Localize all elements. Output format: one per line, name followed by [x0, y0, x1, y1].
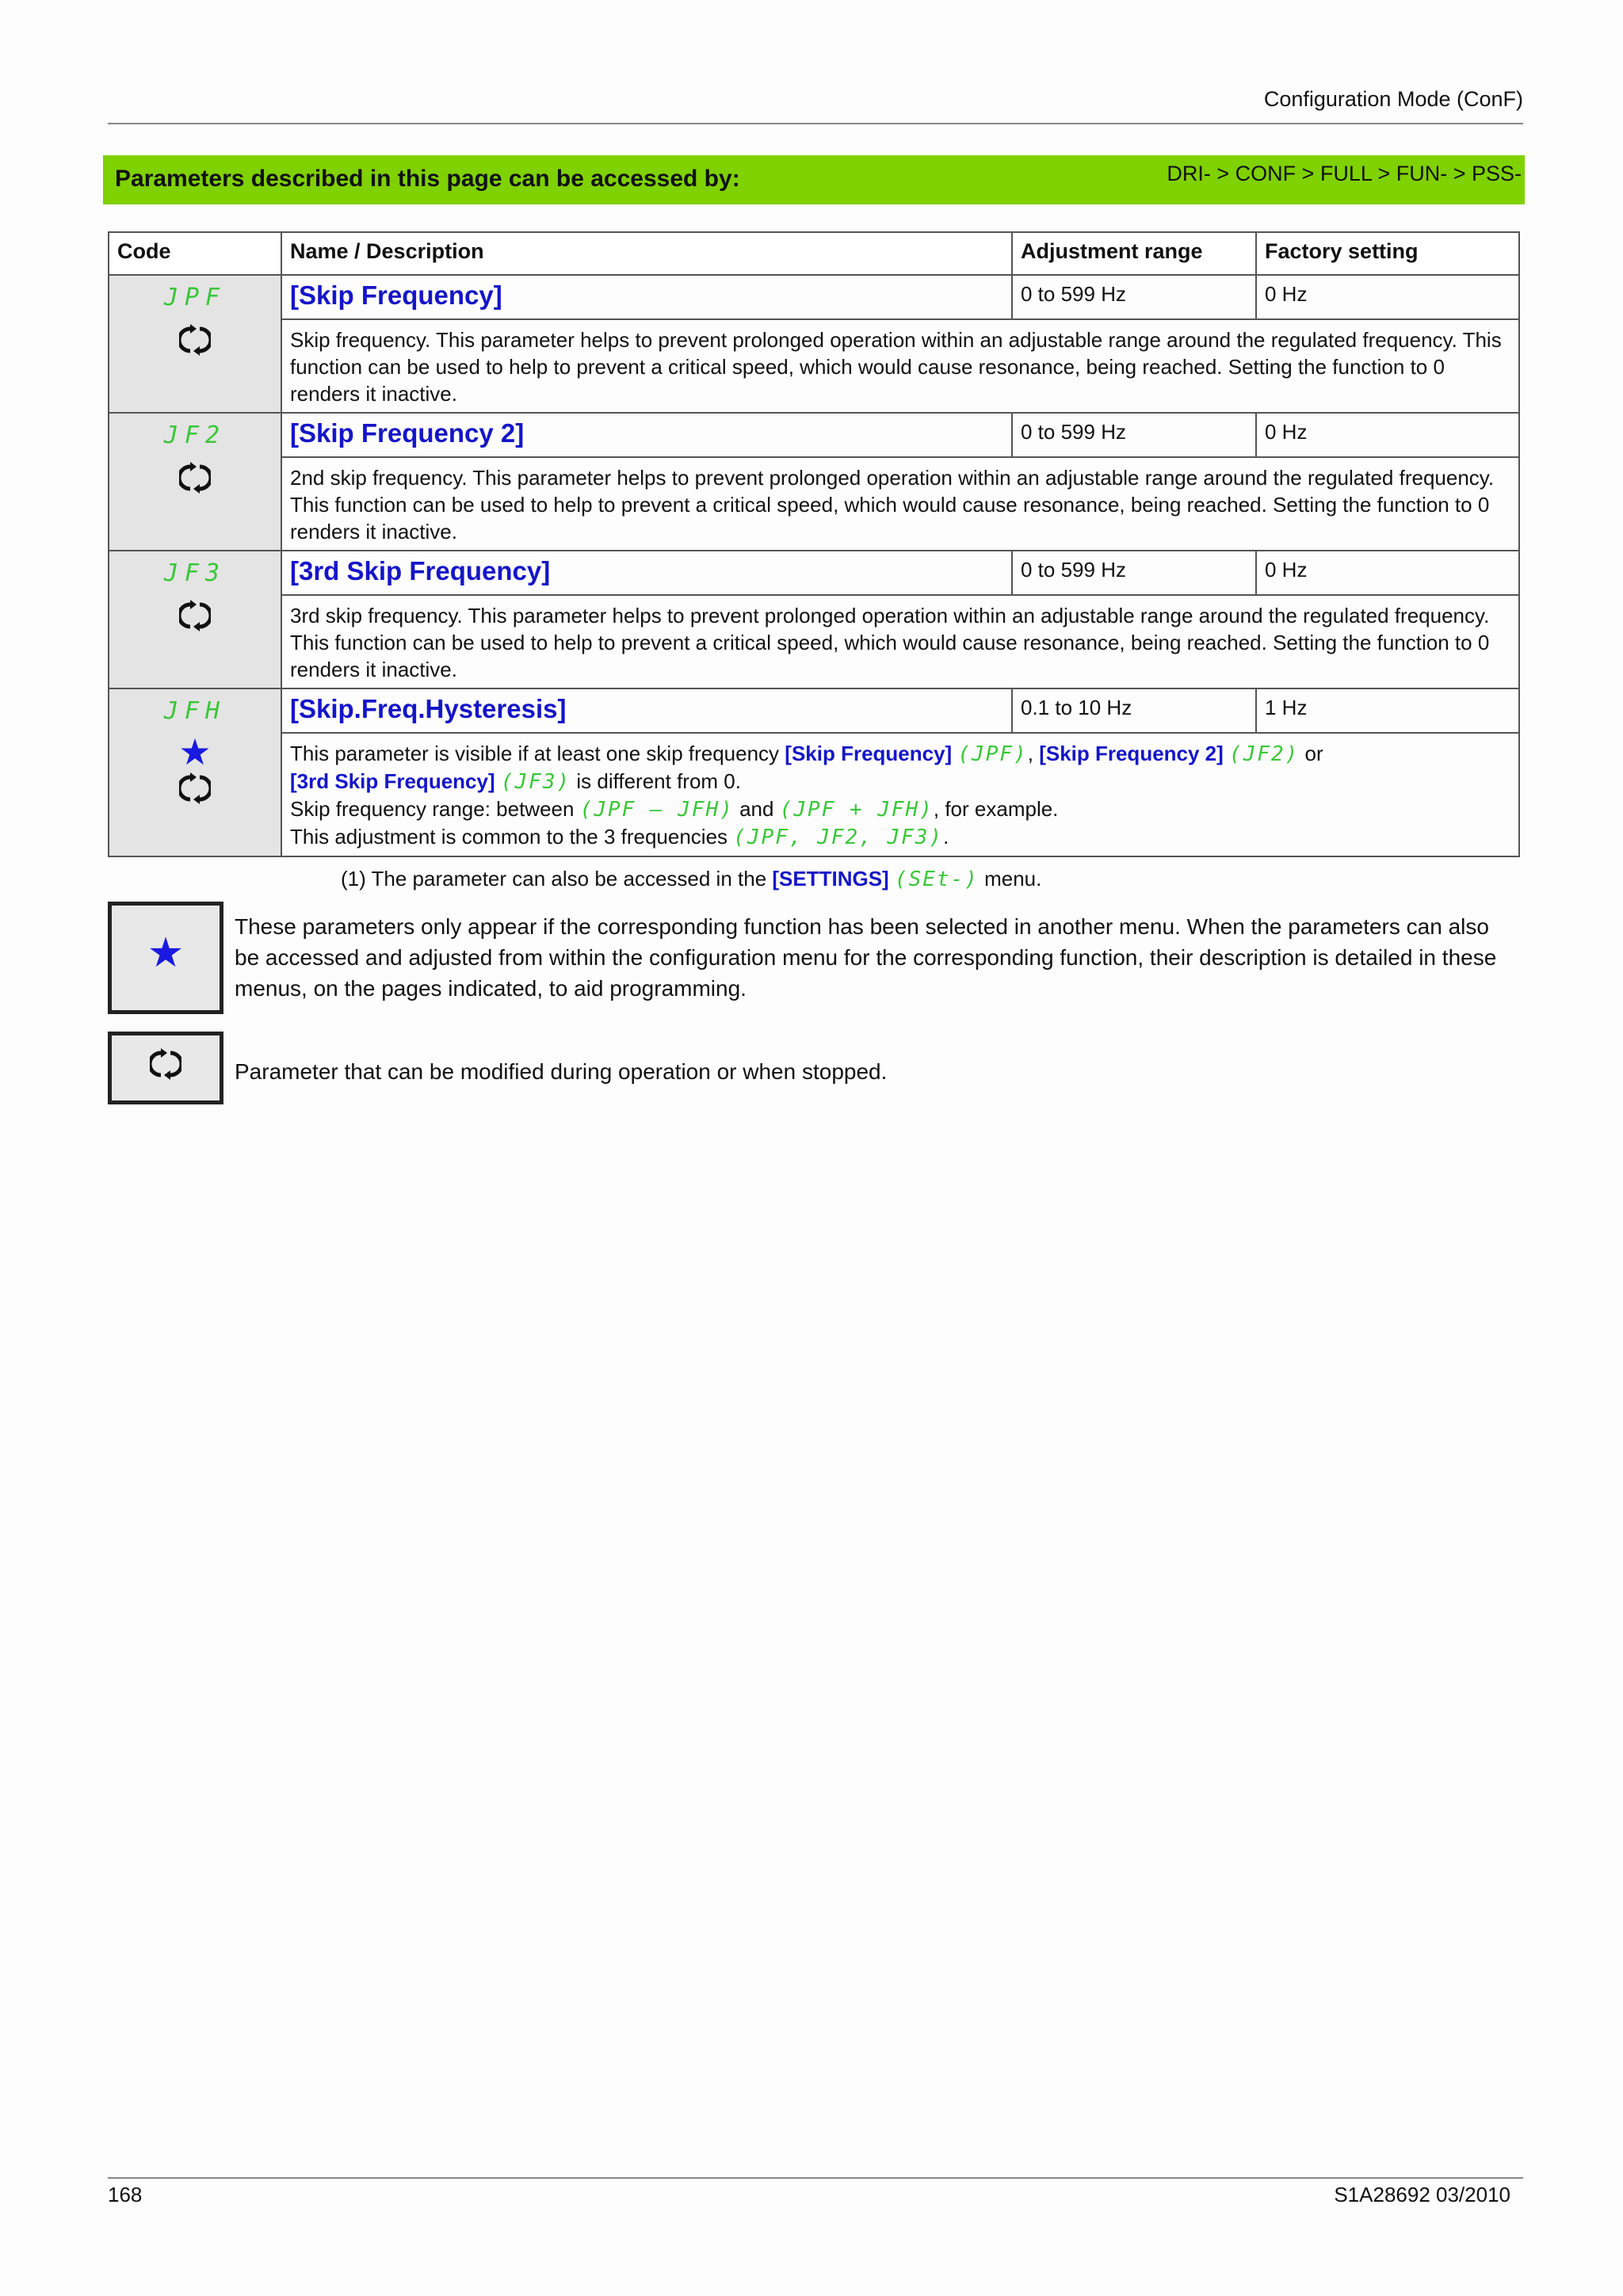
table-header-row	[109, 232, 1519, 275]
table-row-description	[109, 319, 1519, 413]
rotate-arrows-icon	[179, 600, 211, 631]
footnote-text: (1) The parameter can also be accessed in the	[341, 867, 773, 891]
factory-setting: 0 Hz	[1256, 413, 1519, 457]
factory-setting: 0 Hz	[1256, 275, 1519, 319]
header-code: Code	[109, 232, 281, 275]
param-name-cell	[281, 275, 1012, 319]
desc-text: ,	[1027, 742, 1040, 765]
table-row	[109, 551, 1519, 595]
star-icon: ★	[178, 731, 212, 772]
param-description	[281, 733, 1519, 856]
desc-text: , for example.	[933, 797, 1059, 821]
code-reference: (JPF)	[957, 742, 1028, 766]
settings-menu-reference: [SETTINGS]	[772, 867, 889, 891]
header-name: Name / Description	[281, 232, 1012, 275]
param-description: Skip frequency. This parameter helps to prevent prolonged operation within an adjustable range around the regulated frequency. This function can be used to help to prevent a critical speed, which would cause resonance, being reached. Setting the function to 0 renders it inactive.	[281, 319, 1519, 413]
rotate-arrows-icon	[179, 462, 211, 494]
param-name: [Skip Frequency 2]	[290, 418, 525, 448]
table-row	[109, 413, 1519, 457]
table-row-description	[109, 733, 1519, 856]
param-reference: [Skip Frequency 2]	[1039, 742, 1224, 765]
desc-text: This adjustment is common to the 3 frequencies	[290, 825, 734, 849]
param-description: 3rd skip frequency. This parameter helps to prevent prolonged operation within an adjustable range around the regulated frequency. This function can be used to help to prevent a critical speed, which would cause resonance, being reached. Setting the function to 0 renders it inactive.	[281, 595, 1519, 688]
legend-rotate-box	[108, 1032, 223, 1104]
desc-text: .	[943, 825, 949, 849]
header-divider	[108, 123, 1523, 124]
code-cell	[109, 413, 281, 551]
desc-text: This parameter is visible if at least one skip frequency	[290, 742, 785, 765]
legend-star-text: These parameters only appear if the corresponding function has been selected in another menu. When the parameters can also be accessed and adjusted from within the configuration menu for the corresponding function, their description is detailed in these menus, on the pages indicated, to aid programming.	[235, 914, 1497, 1001]
factory-setting: 1 Hz	[1256, 688, 1519, 733]
adjustment-range: 0 to 599 Hz	[1012, 551, 1256, 595]
code-cell	[109, 688, 281, 856]
param-name-cell	[281, 688, 1012, 733]
code-reference: (JPF – JFH)	[579, 798, 734, 822]
desc-text: is different from 0.	[571, 769, 741, 793]
header-factory: Factory setting	[1256, 232, 1519, 275]
code-cell	[109, 275, 281, 413]
table-row-description	[109, 457, 1519, 551]
param-reference: [3rd Skip Frequency]	[290, 769, 495, 793]
banner-title: Parameters described in this page can be accessed by:	[115, 166, 740, 192]
rotate-arrows-icon	[179, 772, 211, 804]
access-banner	[103, 155, 1525, 204]
code-cell	[109, 551, 281, 688]
param-description: 2nd skip frequency. This parameter helps to prevent prolonged operation within an adjustable range around the regulated frequency. This function can be used to help to prevent a critical speed, which would cause resonance, being reached. Setting the function to 0 renders it inactive.	[281, 457, 1519, 551]
page-number: 168	[108, 2183, 143, 2206]
legend-rotate-text: Parameter that can be modified during operation or when stopped.	[235, 1059, 888, 1084]
code-reference: (JPF + JFH)	[779, 798, 934, 822]
param-code: JF3	[163, 559, 227, 587]
adjustment-range: 0 to 599 Hz	[1012, 413, 1256, 457]
header-range: Adjustment range	[1012, 232, 1256, 275]
code-reference: (JPF, JF2, JF3)	[733, 826, 944, 849]
param-name: [Skip Frequency]	[290, 280, 502, 310]
desc-text: and	[733, 797, 780, 821]
param-code: JPF	[163, 284, 227, 311]
param-code: JFH	[163, 697, 227, 725]
param-name: [Skip.Freq.Hysteresis]	[290, 694, 567, 723]
param-name-cell	[281, 413, 1012, 457]
document-reference: S1A28692 03/2010	[1334, 2183, 1510, 2206]
param-reference: [Skip Frequency]	[785, 742, 953, 765]
adjustment-range: 0.1 to 10 Hz	[1012, 688, 1256, 733]
code-reference: (SEt-)	[894, 868, 979, 891]
adjustment-range: 0 to 599 Hz	[1012, 275, 1256, 319]
table-row	[109, 275, 1519, 319]
table-row-description	[109, 595, 1519, 688]
banner-menu-path: DRI- > CONF > FULL > FUN- > PSS-	[1167, 162, 1522, 185]
page-header-title: Configuration Mode (ConF)	[1263, 87, 1523, 111]
footnote-text: menu.	[978, 867, 1042, 891]
rotate-arrows-icon	[179, 324, 211, 356]
table-row	[109, 688, 1519, 733]
rotate-arrows-icon	[150, 1048, 181, 1080]
star-icon: ★	[147, 930, 185, 976]
legend-star-box	[108, 902, 223, 1014]
param-name: [3rd Skip Frequency]	[290, 556, 551, 585]
parameters-table	[108, 231, 1520, 857]
code-reference: (JF2)	[1229, 742, 1300, 766]
footnote	[341, 867, 1041, 891]
param-name-cell	[281, 551, 1012, 595]
factory-setting: 0 Hz	[1256, 551, 1519, 595]
footer-divider	[108, 2177, 1523, 2179]
code-reference: (JF3)	[500, 770, 571, 794]
desc-text: Skip frequency range: between	[290, 797, 580, 821]
desc-text: or	[1299, 742, 1323, 765]
param-code: JF2	[163, 421, 227, 449]
